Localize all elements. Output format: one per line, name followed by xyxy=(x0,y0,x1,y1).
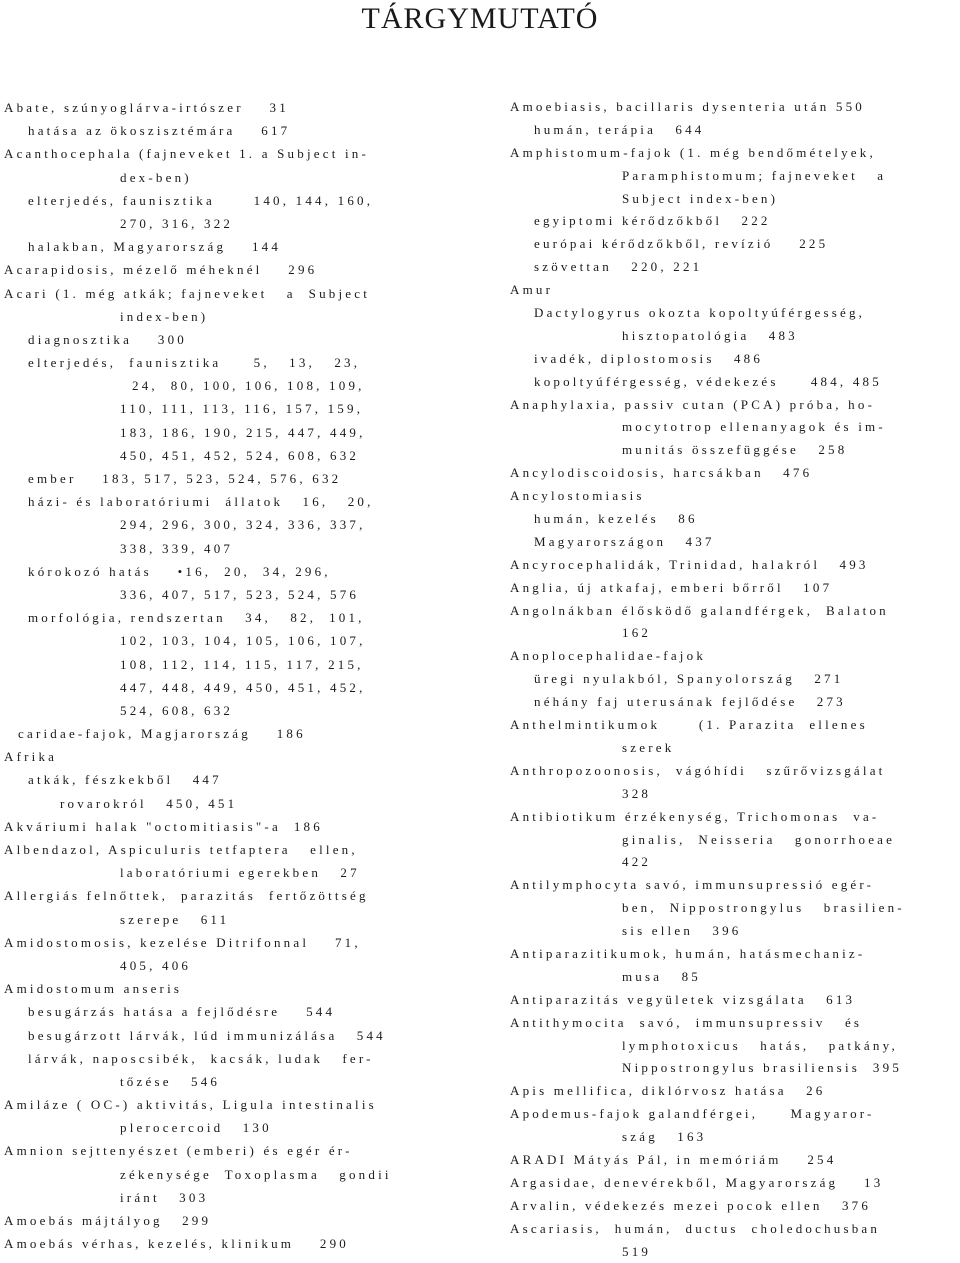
index-subentry: 294, 296, 300, 324, 336, 337, xyxy=(120,517,366,533)
index-subentry: 405, 406 xyxy=(120,957,192,973)
index-subentry: európai kérődzőkből, revízió 225 xyxy=(534,236,829,252)
index-subentry: iránt 303 xyxy=(120,1189,209,1205)
index-entry: Anthropozoonosis, vágóhídi szűrővizsgálat xyxy=(510,762,886,778)
index-subentry: kopoltyúférgesség, védekezés 484, 485 xyxy=(534,373,882,389)
index-subentry: lárvák, naposcsibék, kacsák, ludak fer- xyxy=(28,1050,374,1066)
index-subentry: elterjedés, faunisztika 5, 13, 23, xyxy=(28,355,361,371)
index-subentry: 183, 186, 190, 215, 447, 449, xyxy=(120,424,366,440)
index-subentry: Nippostrongylus brasiliensis 395 xyxy=(622,1060,903,1076)
index-subentry: 524, 608, 632 xyxy=(120,702,234,718)
index-subentry: szerek xyxy=(622,739,675,755)
index-subentry: musa 85 xyxy=(622,968,701,984)
index-subentry: caridae-fajok, Magjarország 186 xyxy=(18,726,306,742)
index-entry: Anthelmintikumok (1. Parazita ellenes xyxy=(510,717,868,733)
index-subentry: egyiptomi kérődzőkből 222 xyxy=(534,213,771,229)
index-subentry: lymphotoxicus hatás, patkány, xyxy=(622,1037,898,1053)
index-subentry: index-ben) xyxy=(120,308,209,324)
index-entry: Apodemus-fajok galandférgei, Magyaror- xyxy=(510,1106,875,1122)
index-entry: Allergiás felnőttek, parazitás fertőzöttség xyxy=(4,888,369,904)
index-subentry: ivadék, diplostomosis 486 xyxy=(534,350,764,366)
index-entry: Amiláze ( OC-) aktivitás, Ligula intestinalis xyxy=(4,1097,377,1113)
index-subentry: ben, Nippostrongylus brasilien- xyxy=(622,900,905,916)
index-subentry: 270, 316, 322 xyxy=(120,215,234,231)
index-subentry: atkák, fészkekből 447 xyxy=(28,772,222,788)
index-subentry: morfológia, rendszertan 34, 82, 101, xyxy=(28,610,365,626)
index-subentry: mocytotrop ellenanyagok és im- xyxy=(622,419,886,435)
index-column-right xyxy=(510,96,956,1263)
index-entry: ARADI Mátyás Pál, in memóriám 254 xyxy=(510,1151,837,1167)
index-subentry: házi- és laboratóriumi állatok 16, 20, xyxy=(28,494,374,510)
index-subentry: plerocercoid 130 xyxy=(120,1120,272,1136)
index-subentry: 338, 339, 407 xyxy=(120,540,234,556)
index-entry: Amur xyxy=(510,282,554,298)
index-subentry: 328 xyxy=(622,785,652,801)
index-entry: Antithymocita savó, immunsupressiv és xyxy=(510,1014,863,1030)
index-subentry: Dactylogyrus okozta kopoltyúférgesség, xyxy=(534,305,866,321)
index-entry: Amoebiasis, bacillaris dysenteria után 550 xyxy=(510,99,865,114)
index-subentry: tőzése 546 xyxy=(120,1073,221,1089)
index-entry: Antiparazitikumok, humán, hatásmechaniz- xyxy=(510,945,866,961)
index-subentry: üregi nyulakból, Spanyolország 271 xyxy=(534,671,844,687)
index-subentry: 519 xyxy=(622,1243,652,1259)
index-subentry: 422 xyxy=(622,854,652,870)
index-entry: Albendazol, Aspiculuris tetfaptera ellen, xyxy=(4,842,358,857)
index-subentry: zékenysége Toxoplasma gondii xyxy=(120,1166,392,1182)
index-entry: Abate, szúnyoglárva-irtószer 31 xyxy=(4,100,289,115)
index-subentry: 336, 407, 517, 523, 524, 576 xyxy=(120,586,360,602)
index-subentry: 447, 448, 449, 450, 451, 452, xyxy=(120,679,366,695)
index-subentry: diagnosztika 300 xyxy=(28,331,188,347)
index-subentry: sis ellen 396 xyxy=(622,923,742,939)
index-subentry: elterjedés, faunisztika 140, 144, 160, xyxy=(28,192,374,208)
index-subentry: kórokozó hatás •16, 20, 34, 296, xyxy=(28,563,331,579)
index-entry: Acari (1. még atkák; fajneveket a Subject xyxy=(4,285,371,301)
index-entry: Ancylodiscoidosis, harcsákban 476 xyxy=(510,465,813,481)
index-entry: Amoebás vérhas, kezelés, klinikum 290 xyxy=(4,1236,349,1252)
index-subentry: humán, kezelés 86 xyxy=(534,511,698,527)
index-subentry: 162 xyxy=(622,625,652,641)
index-subentry: dex-ben) xyxy=(120,169,192,185)
index-subentry: Subject index-ben) xyxy=(622,190,779,206)
index-subentry: néhány faj uterusának fejlődése 273 xyxy=(534,694,846,710)
index-entry: Amoebás májtályog 299 xyxy=(4,1213,212,1228)
index-entry: Argasidae, denevérekből, Magyarország 13 xyxy=(510,1174,884,1190)
index-entry: Arvalin, védekezés mezei pocok ellen 376 xyxy=(510,1197,872,1213)
index-subentry: Paramphistomum; fajneveket a xyxy=(622,167,887,183)
index-entry: Apis mellifica, diklórvosz hatása 26 xyxy=(510,1083,826,1099)
index-subentry: hisztopatológia 483 xyxy=(622,327,798,343)
index-entry: Amidostomosis, kezelése Ditrifonnal 71, xyxy=(4,934,361,950)
index-subentry: 102, 103, 104, 105, 106, 107, xyxy=(120,633,366,649)
index-subentry: rovarokról 450, 451 xyxy=(60,795,238,811)
index-entry: Ascariasis, humán, ductus choledochusban xyxy=(510,1220,881,1236)
page-title: TÁRGYMUTATÓ xyxy=(361,2,599,35)
index-entry: Anaphylaxia, passiv cutan (PCA) próba, ho- xyxy=(510,396,876,412)
index-subentry: ember 183, 517, 523, 524, 576, 632 xyxy=(28,471,342,486)
index-subentry: szerepe 611 xyxy=(120,911,230,927)
index-entry: Amphistomum-fajok (1. még bendőmételyek, xyxy=(510,144,876,160)
index-subentry: ginalis, Neisseria gonorrhoeae xyxy=(622,831,896,847)
index-entry: Ancylostomiasis xyxy=(510,488,645,504)
index-entry: Amidostomum anseris xyxy=(4,981,183,997)
index-subentry: szág 163 xyxy=(622,1129,707,1145)
index-entry: Amnion sejttenyészet (emberi) és egér ér- xyxy=(4,1143,353,1159)
index-entry: Afrika xyxy=(4,749,58,765)
index-entry: Akváriumi halak "octomitiasis"-a 186 xyxy=(4,818,323,834)
index-entry: Acanthocephala (fajneveket 1. a Subject in- xyxy=(4,146,369,162)
index-subentry: besugárzás hatása a fejlődésre 544 xyxy=(28,1004,336,1020)
index-entry: Anoplocephalidae-fajok xyxy=(510,648,707,664)
index-subentry: 108, 112, 114, 115, 117, 215, xyxy=(120,656,364,672)
index-entry: Antilymphocyta savó, immunsupressió egér- xyxy=(510,877,875,893)
index-subentry: 450, 451, 452, 524, 608, 632 xyxy=(120,447,360,463)
index-subentry: hatása az ökoszisztémára 617 xyxy=(28,123,291,139)
index-entry: Ancyrocephalidák, Trinidad, halakról 493 xyxy=(510,556,869,572)
index-subentry: 24, 80, 100, 106, 108, 109, xyxy=(132,378,365,394)
index-subentry: Magyarországon 437 xyxy=(534,533,715,549)
index-entry: Angolnákban élősködő galandférgek, Balaton xyxy=(510,602,889,618)
index-subentry: munitás összefüggése 258 xyxy=(622,442,848,458)
index-entry: Antiparazitás vegyületek vizsgálata 613 xyxy=(510,991,856,1007)
index-entry: Acarapidosis, mézelő méheknél 296 xyxy=(4,262,318,278)
index-subentry: 110, 111, 113, 116, 157, 159, xyxy=(120,401,364,417)
index-subentry: halakban, Magyarország 144 xyxy=(28,239,282,255)
index-subentry: szövettan 220, 221 xyxy=(534,259,703,275)
index-entry: Anglia, új atkafaj, emberi bőrről 107 xyxy=(510,579,833,595)
index-subentry: humán, terápia 644 xyxy=(534,121,705,137)
index-subentry: besugárzott lárvák, lúd immunizálása 544 xyxy=(28,1027,386,1043)
index-subentry: laboratóriumi egerekben 27 xyxy=(120,865,360,881)
index-column-left xyxy=(4,96,450,1255)
index-entry: Antibiotikum érzékenység, Trichomonas va- xyxy=(510,808,880,824)
